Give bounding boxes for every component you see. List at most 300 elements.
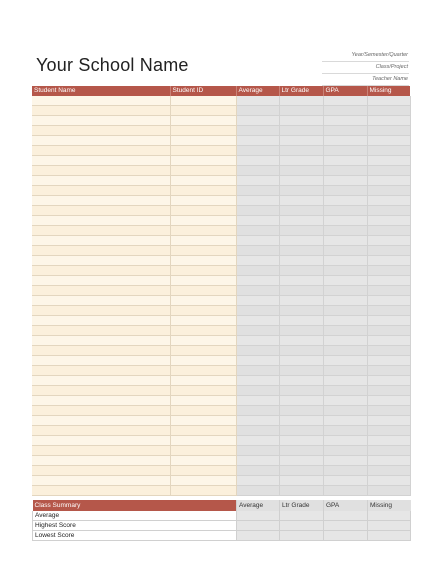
missing-cell[interactable]	[367, 116, 410, 126]
missing-cell[interactable]	[367, 136, 410, 146]
ltr-grade-cell[interactable]	[279, 266, 323, 276]
average-cell[interactable]	[236, 396, 279, 406]
student-name-cell[interactable]	[32, 436, 170, 446]
student-id-cell[interactable]	[170, 226, 236, 236]
summary-col-average: Average	[237, 500, 280, 511]
table-row	[32, 236, 410, 246]
gpa-cell[interactable]	[323, 326, 367, 336]
student-name-cell[interactable]	[32, 246, 170, 256]
gpa-cell[interactable]	[323, 466, 367, 476]
table-row	[32, 266, 410, 276]
average-cell[interactable]	[236, 326, 279, 336]
meta-year-field[interactable]: Year/Semester/Quarter	[322, 50, 409, 62]
ltr-grade-cell[interactable]	[279, 296, 323, 306]
missing-cell[interactable]	[367, 346, 410, 356]
student-id-cell[interactable]	[170, 386, 236, 396]
missing-cell[interactable]	[367, 396, 410, 406]
table-row	[32, 396, 410, 406]
table-row	[32, 176, 410, 186]
gpa-cell[interactable]	[323, 486, 367, 496]
gpa-cell[interactable]	[323, 126, 367, 136]
ltr-grade-cell[interactable]	[279, 456, 323, 466]
average-cell[interactable]	[236, 176, 279, 186]
summary-cell[interactable]	[280, 511, 324, 521]
col-student-id: Student ID	[170, 86, 236, 96]
gpa-cell[interactable]	[323, 376, 367, 386]
student-id-cell[interactable]	[170, 286, 236, 296]
ltr-grade-cell[interactable]	[279, 106, 323, 116]
student-id-cell[interactable]	[170, 106, 236, 116]
gpa-cell[interactable]	[323, 456, 367, 466]
average-cell[interactable]	[236, 336, 279, 346]
student-id-cell[interactable]	[170, 356, 236, 366]
student-name-cell[interactable]	[32, 446, 170, 456]
student-id-cell[interactable]	[170, 276, 236, 286]
table-row	[32, 126, 410, 136]
average-cell[interactable]	[236, 216, 279, 226]
ltr-grade-cell[interactable]	[279, 326, 323, 336]
average-cell[interactable]	[236, 136, 279, 146]
student-id-cell[interactable]	[170, 346, 236, 356]
gpa-cell[interactable]	[323, 276, 367, 286]
table-row	[32, 426, 410, 436]
table-row	[32, 186, 410, 196]
student-name-cell[interactable]	[32, 286, 170, 296]
table-row	[32, 456, 410, 466]
gpa-cell[interactable]	[323, 186, 367, 196]
missing-cell[interactable]	[367, 216, 410, 226]
summary-cell[interactable]	[324, 521, 368, 531]
gpa-cell[interactable]	[323, 446, 367, 456]
student-name-cell[interactable]	[32, 236, 170, 246]
average-cell[interactable]	[236, 476, 279, 486]
missing-cell[interactable]	[367, 96, 410, 106]
student-name-cell[interactable]	[32, 466, 170, 476]
student-id-cell[interactable]	[170, 216, 236, 226]
gpa-cell[interactable]	[323, 346, 367, 356]
average-cell[interactable]	[236, 236, 279, 246]
student-id-cell[interactable]	[170, 476, 236, 486]
missing-cell[interactable]	[367, 316, 410, 326]
average-cell[interactable]	[236, 96, 279, 106]
student-id-cell[interactable]	[170, 246, 236, 256]
student-id-cell[interactable]	[170, 266, 236, 276]
student-id-cell[interactable]	[170, 306, 236, 316]
gpa-cell[interactable]	[323, 206, 367, 216]
gpa-cell[interactable]	[323, 396, 367, 406]
average-cell[interactable]	[236, 296, 279, 306]
ltr-grade-cell[interactable]	[279, 236, 323, 246]
summary-cell[interactable]	[324, 531, 368, 541]
ltr-grade-cell[interactable]	[279, 426, 323, 436]
student-name-cell[interactable]	[32, 416, 170, 426]
student-name-cell[interactable]	[32, 176, 170, 186]
summary-cell[interactable]	[280, 531, 324, 541]
student-name-cell[interactable]	[32, 116, 170, 126]
class-summary-table	[32, 500, 411, 541]
ltr-grade-cell[interactable]	[279, 276, 323, 286]
average-cell[interactable]	[236, 456, 279, 466]
missing-cell[interactable]	[367, 326, 410, 336]
summary-cell[interactable]	[237, 521, 280, 531]
ltr-grade-cell[interactable]	[279, 146, 323, 156]
missing-cell[interactable]	[367, 306, 410, 316]
summary-cell[interactable]	[324, 511, 368, 521]
average-cell[interactable]	[236, 156, 279, 166]
gpa-cell[interactable]	[323, 336, 367, 346]
student-id-cell[interactable]	[170, 486, 236, 496]
student-name-cell[interactable]	[32, 456, 170, 466]
student-id-cell[interactable]	[170, 296, 236, 306]
student-name-cell[interactable]	[32, 206, 170, 216]
student-name-cell[interactable]	[32, 426, 170, 436]
average-cell[interactable]	[236, 416, 279, 426]
missing-cell[interactable]	[367, 416, 410, 426]
meta-class-field[interactable]: Class/Project	[322, 62, 409, 74]
average-cell[interactable]	[236, 436, 279, 446]
missing-cell[interactable]	[367, 436, 410, 446]
gpa-cell[interactable]	[323, 236, 367, 246]
missing-cell[interactable]	[367, 246, 410, 256]
student-id-cell[interactable]	[170, 456, 236, 466]
average-cell[interactable]	[236, 486, 279, 496]
ltr-grade-cell[interactable]	[279, 136, 323, 146]
missing-cell[interactable]	[367, 286, 410, 296]
average-cell[interactable]	[236, 306, 279, 316]
gpa-cell[interactable]	[323, 136, 367, 146]
student-name-cell[interactable]	[32, 156, 170, 166]
student-id-cell[interactable]	[170, 146, 236, 156]
missing-cell[interactable]	[367, 206, 410, 216]
gpa-cell[interactable]	[323, 356, 367, 366]
gpa-cell[interactable]	[323, 416, 367, 426]
table-row	[32, 446, 410, 456]
missing-cell[interactable]	[367, 296, 410, 306]
ltr-grade-cell[interactable]	[279, 396, 323, 406]
ltr-grade-cell[interactable]	[279, 166, 323, 176]
missing-cell[interactable]	[367, 226, 410, 236]
gpa-cell[interactable]	[323, 96, 367, 106]
missing-cell[interactable]	[367, 266, 410, 276]
ltr-grade-cell[interactable]	[279, 376, 323, 386]
ltr-grade-cell[interactable]	[279, 366, 323, 376]
student-name-cell[interactable]	[32, 486, 170, 496]
average-cell[interactable]	[236, 146, 279, 156]
student-name-cell[interactable]	[32, 326, 170, 336]
col-gpa: GPA	[323, 86, 367, 96]
student-name-cell[interactable]	[32, 126, 170, 136]
summary-cell[interactable]	[237, 531, 280, 541]
summary-cell[interactable]	[237, 511, 280, 521]
gpa-cell[interactable]	[323, 226, 367, 236]
average-cell[interactable]	[236, 426, 279, 436]
gpa-cell[interactable]	[323, 156, 367, 166]
average-cell[interactable]	[236, 466, 279, 476]
missing-cell[interactable]	[367, 366, 410, 376]
table-row	[32, 286, 410, 296]
missing-cell[interactable]	[367, 466, 410, 476]
missing-cell[interactable]	[367, 486, 410, 496]
table-row	[32, 416, 410, 426]
ltr-grade-cell[interactable]	[279, 156, 323, 166]
student-name-cell[interactable]	[32, 136, 170, 146]
missing-cell[interactable]	[367, 456, 410, 466]
summary-row-lowest	[33, 531, 411, 541]
student-id-cell[interactable]	[170, 316, 236, 326]
missing-cell[interactable]	[367, 356, 410, 366]
missing-cell[interactable]	[367, 336, 410, 346]
missing-cell[interactable]	[367, 156, 410, 166]
average-cell[interactable]	[236, 316, 279, 326]
student-id-cell[interactable]	[170, 446, 236, 456]
average-cell[interactable]	[236, 446, 279, 456]
table-row	[32, 216, 410, 226]
gpa-cell[interactable]	[323, 366, 367, 376]
ltr-grade-cell[interactable]	[279, 186, 323, 196]
student-id-cell[interactable]	[170, 416, 236, 426]
summary-label-lowest: Lowest Score	[33, 531, 237, 541]
missing-cell[interactable]	[367, 386, 410, 396]
average-cell[interactable]	[236, 346, 279, 356]
gpa-cell[interactable]	[323, 266, 367, 276]
gpa-cell[interactable]	[323, 386, 367, 396]
average-cell[interactable]	[236, 276, 279, 286]
student-id-cell[interactable]	[170, 166, 236, 176]
missing-cell[interactable]	[367, 376, 410, 386]
missing-cell[interactable]	[367, 406, 410, 416]
grade-table-header	[32, 86, 410, 96]
missing-cell[interactable]	[367, 176, 410, 186]
student-id-cell[interactable]	[170, 156, 236, 166]
missing-cell[interactable]	[367, 196, 410, 206]
ltr-grade-cell[interactable]	[279, 126, 323, 136]
student-name-cell[interactable]	[32, 366, 170, 376]
table-row	[32, 306, 410, 316]
missing-cell[interactable]	[367, 166, 410, 176]
table-row	[32, 466, 410, 476]
gpa-cell[interactable]	[323, 196, 367, 206]
summary-cell[interactable]	[368, 521, 411, 531]
average-cell[interactable]	[236, 246, 279, 256]
student-name-cell[interactable]	[32, 396, 170, 406]
ltr-grade-cell[interactable]	[279, 216, 323, 226]
student-id-cell[interactable]	[170, 136, 236, 146]
ltr-grade-cell[interactable]	[279, 336, 323, 346]
student-id-cell[interactable]	[170, 126, 236, 136]
student-name-cell[interactable]	[32, 346, 170, 356]
table-row	[32, 206, 410, 216]
missing-cell[interactable]	[367, 426, 410, 436]
student-name-cell[interactable]	[32, 316, 170, 326]
missing-cell[interactable]	[367, 146, 410, 156]
ltr-grade-cell[interactable]	[279, 286, 323, 296]
table-row	[32, 136, 410, 146]
student-name-cell[interactable]	[32, 306, 170, 316]
average-cell[interactable]	[236, 116, 279, 126]
average-cell[interactable]	[236, 226, 279, 236]
meta-fields	[322, 50, 409, 86]
missing-cell[interactable]	[367, 446, 410, 456]
average-cell[interactable]	[236, 376, 279, 386]
gpa-cell[interactable]	[323, 316, 367, 326]
table-row	[32, 476, 410, 486]
table-row	[32, 146, 410, 156]
ltr-grade-cell[interactable]	[279, 316, 323, 326]
table-row	[32, 336, 410, 346]
summary-cell[interactable]	[368, 531, 411, 541]
average-cell[interactable]	[236, 106, 279, 116]
student-id-cell[interactable]	[170, 406, 236, 416]
ltr-grade-cell[interactable]	[279, 256, 323, 266]
gpa-cell[interactable]	[323, 116, 367, 126]
student-id-cell[interactable]	[170, 96, 236, 106]
gpa-cell[interactable]	[323, 176, 367, 186]
gpa-cell[interactable]	[323, 216, 367, 226]
average-cell[interactable]	[236, 256, 279, 266]
student-id-cell[interactable]	[170, 326, 236, 336]
ltr-grade-cell[interactable]	[279, 96, 323, 106]
col-ltr-grade: Ltr Grade	[279, 86, 323, 96]
ltr-grade-cell[interactable]	[279, 206, 323, 216]
summary-label-highest: Highest Score	[33, 521, 237, 531]
gpa-cell[interactable]	[323, 406, 367, 416]
col-missing: Missing	[367, 86, 410, 96]
gpa-cell[interactable]	[323, 286, 367, 296]
student-id-cell[interactable]	[170, 236, 236, 246]
missing-cell[interactable]	[367, 186, 410, 196]
table-row	[32, 316, 410, 326]
summary-cell[interactable]	[280, 521, 324, 531]
student-id-cell[interactable]	[170, 426, 236, 436]
school-name[interactable]: Your School Name	[36, 55, 189, 75]
student-id-cell[interactable]	[170, 256, 236, 266]
student-name-cell[interactable]	[32, 476, 170, 486]
ltr-grade-cell[interactable]	[279, 226, 323, 236]
student-id-cell[interactable]	[170, 396, 236, 406]
ltr-grade-cell[interactable]	[279, 386, 323, 396]
average-cell[interactable]	[236, 196, 279, 206]
gpa-cell[interactable]	[323, 106, 367, 116]
student-name-cell[interactable]	[32, 376, 170, 386]
table-row	[32, 326, 410, 336]
student-id-cell[interactable]	[170, 176, 236, 186]
student-id-cell[interactable]	[170, 436, 236, 446]
table-row	[32, 296, 410, 306]
table-row	[32, 226, 410, 236]
table-row	[32, 116, 410, 126]
ltr-grade-cell[interactable]	[279, 246, 323, 256]
summary-row-average	[33, 511, 411, 521]
gpa-cell[interactable]	[323, 476, 367, 486]
student-name-cell[interactable]	[32, 406, 170, 416]
missing-cell[interactable]	[367, 126, 410, 136]
meta-teacher-field[interactable]: Teacher Name	[322, 74, 409, 86]
ltr-grade-cell[interactable]	[279, 436, 323, 446]
table-row	[32, 96, 410, 106]
table-row	[32, 356, 410, 366]
student-name-cell[interactable]	[32, 266, 170, 276]
student-name-cell[interactable]	[32, 226, 170, 236]
student-name-cell[interactable]	[32, 386, 170, 396]
student-id-cell[interactable]	[170, 116, 236, 126]
gpa-cell[interactable]	[323, 166, 367, 176]
ltr-grade-cell[interactable]	[279, 416, 323, 426]
student-name-cell[interactable]	[32, 96, 170, 106]
col-student-name: Student Name	[32, 86, 170, 96]
student-name-cell[interactable]	[32, 276, 170, 286]
ltr-grade-cell[interactable]	[279, 116, 323, 126]
ltr-grade-cell[interactable]	[279, 346, 323, 356]
student-name-cell[interactable]	[32, 216, 170, 226]
gpa-cell[interactable]	[323, 436, 367, 446]
average-cell[interactable]	[236, 356, 279, 366]
ltr-grade-cell[interactable]	[279, 306, 323, 316]
student-name-cell[interactable]	[32, 196, 170, 206]
average-cell[interactable]	[236, 386, 279, 396]
missing-cell[interactable]	[367, 236, 410, 246]
ltr-grade-cell[interactable]	[279, 196, 323, 206]
student-id-cell[interactable]	[170, 466, 236, 476]
ltr-grade-cell[interactable]	[279, 476, 323, 486]
gpa-cell[interactable]	[323, 426, 367, 436]
average-cell[interactable]	[236, 126, 279, 136]
gpa-cell[interactable]	[323, 296, 367, 306]
missing-cell[interactable]	[367, 106, 410, 116]
missing-cell[interactable]	[367, 276, 410, 286]
ltr-grade-cell[interactable]	[279, 446, 323, 456]
ltr-grade-cell[interactable]	[279, 176, 323, 186]
student-name-cell[interactable]	[32, 166, 170, 176]
ltr-grade-cell[interactable]	[279, 486, 323, 496]
student-id-cell[interactable]	[170, 206, 236, 216]
student-name-cell[interactable]	[32, 256, 170, 266]
student-id-cell[interactable]	[170, 376, 236, 386]
student-name-cell[interactable]	[32, 336, 170, 346]
student-name-cell[interactable]	[32, 106, 170, 116]
student-name-cell[interactable]	[32, 356, 170, 366]
summary-label-average: Average	[33, 511, 237, 521]
missing-cell[interactable]	[367, 256, 410, 266]
student-id-cell[interactable]	[170, 336, 236, 346]
student-name-cell[interactable]	[32, 146, 170, 156]
average-cell[interactable]	[236, 286, 279, 296]
average-cell[interactable]	[236, 186, 279, 196]
average-cell[interactable]	[236, 166, 279, 176]
gpa-cell[interactable]	[323, 256, 367, 266]
average-cell[interactable]	[236, 266, 279, 276]
missing-cell[interactable]	[367, 476, 410, 486]
student-name-cell[interactable]	[32, 296, 170, 306]
average-cell[interactable]	[236, 206, 279, 216]
gpa-cell[interactable]	[323, 246, 367, 256]
average-cell[interactable]	[236, 406, 279, 416]
student-id-cell[interactable]	[170, 186, 236, 196]
average-cell[interactable]	[236, 366, 279, 376]
table-row	[32, 486, 410, 496]
summary-col-missing: Missing	[368, 500, 411, 511]
student-id-cell[interactable]	[170, 366, 236, 376]
ltr-grade-cell[interactable]	[279, 466, 323, 476]
grade-table	[32, 86, 411, 496]
ltr-grade-cell[interactable]	[279, 356, 323, 366]
summary-col-ltr-grade: Ltr Grade	[280, 500, 324, 511]
student-name-cell[interactable]	[32, 186, 170, 196]
ltr-grade-cell[interactable]	[279, 406, 323, 416]
student-id-cell[interactable]	[170, 196, 236, 206]
gpa-cell[interactable]	[323, 146, 367, 156]
summary-cell[interactable]	[368, 511, 411, 521]
gpa-cell[interactable]	[323, 306, 367, 316]
